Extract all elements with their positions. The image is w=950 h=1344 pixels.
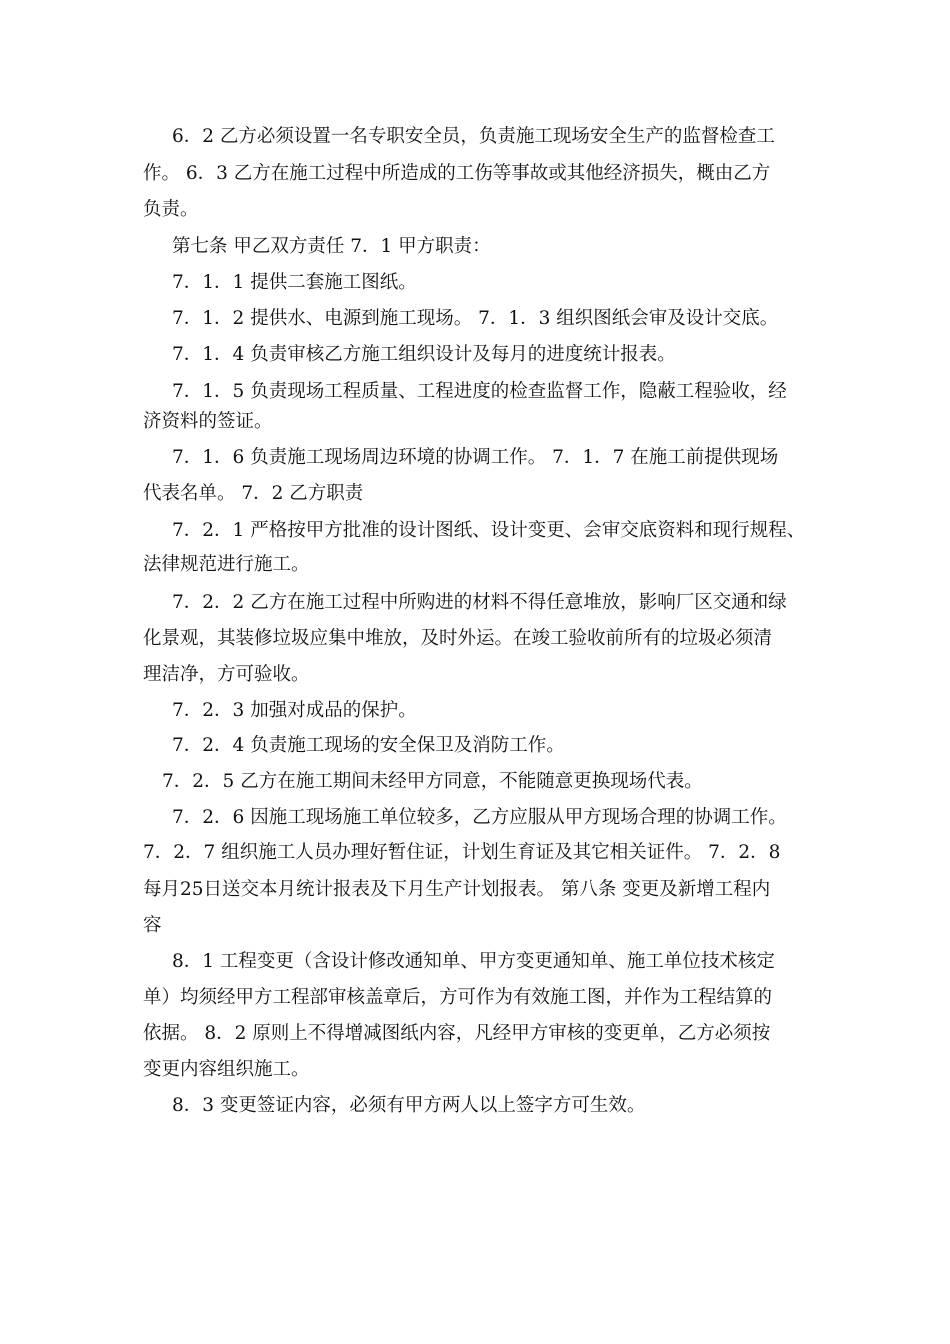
text-line: 7．1．5 负责现场工程质量、工程进度的检查监督工作，隐蔽工程验收，经 bbox=[172, 381, 787, 402]
text-line: 7．2．7 组织施工人员办理好暂住证，计划生育证及其它相关证件。 7．2．8 bbox=[143, 842, 781, 863]
text-line: 理洁净，方可验收。 bbox=[143, 664, 310, 685]
text-line: 7．1．4 负责审核乙方施工组织设计及每月的进度统计报表。 bbox=[172, 344, 676, 365]
text-line: 7．2．2 乙方在施工过程中所购进的材料不得任意堆放，影响厂区交通和绿 bbox=[172, 592, 787, 613]
text-line: 7．1．6 负责施工现场周边环境的协调工作。 7．1．7 在施工前提供现场 bbox=[172, 447, 779, 468]
text-line: 变更内容组织施工。 bbox=[143, 1059, 310, 1080]
text-line: 负责。 bbox=[143, 199, 199, 220]
text-line: 8．1 工程变更（含设计修改通知单、甲方变更通知单、施工单位技术核定 bbox=[172, 951, 775, 972]
text-line: 第七条 甲乙双方责任 7．1 甲方职责： bbox=[172, 236, 491, 257]
text-line: 7．2．1 严格按甲方批准的设计图纸、设计变更、会审交底资料和现行规程、 bbox=[172, 520, 806, 541]
text-line: 容 bbox=[143, 915, 162, 936]
text-line: 7．2．3 加强对成品的保护。 bbox=[172, 700, 417, 721]
text-line: 依据。 8．2 原则上不得增减图纸内容，凡经甲方审核的变更单，乙方必须按 bbox=[143, 1023, 771, 1044]
text-line: 7．1．2 提供水、电源到施工现场。 7．1．3 组织图纸会审及设计交底。 bbox=[172, 308, 779, 329]
text-line: 代表名单。 7．2 乙方职责 bbox=[143, 483, 364, 504]
text-line: 7．2．6 因施工现场施工单位较多，乙方应服从甲方现场合理的协调工作。 bbox=[172, 807, 787, 828]
text-line: 7．2．4 负责施工现场的安全保卫及消防工作。 bbox=[172, 735, 565, 756]
text-line: 7．1．1 提供二套施工图纸。 bbox=[172, 272, 417, 293]
text-line: 8．3 变更签证内容，必须有甲方两人以上签字方可生效。 bbox=[172, 1095, 646, 1116]
text-line: 7．2．5 乙方在施工期间未经甲方同意，不能随意更换现场代表。 bbox=[162, 771, 703, 792]
text-line: 济资料的签证。 bbox=[143, 411, 273, 432]
text-line: 每月25日送交本月统计报表及下月生产计划报表。 第八条 变更及新增工程内 bbox=[143, 879, 771, 900]
text-line: 单）均须经甲方工程部审核盖章后，方可作为有效施工图，并作为工程结算的 bbox=[143, 987, 773, 1008]
text-line: 化景观，其装修垃圾应集中堆放，及时外运。在竣工验收前所有的垃圾必须清 bbox=[143, 628, 773, 649]
text-line: 6．2 乙方必须设置一名专职安全员，负责施工现场安全生产的监督检查工 bbox=[172, 126, 775, 147]
text-line: 法律规范进行施工。 bbox=[143, 554, 310, 575]
text-line: 作。 6．3 乙方在施工过程中所造成的工伤等事故或其他经济损失，概由乙方 bbox=[143, 163, 771, 184]
